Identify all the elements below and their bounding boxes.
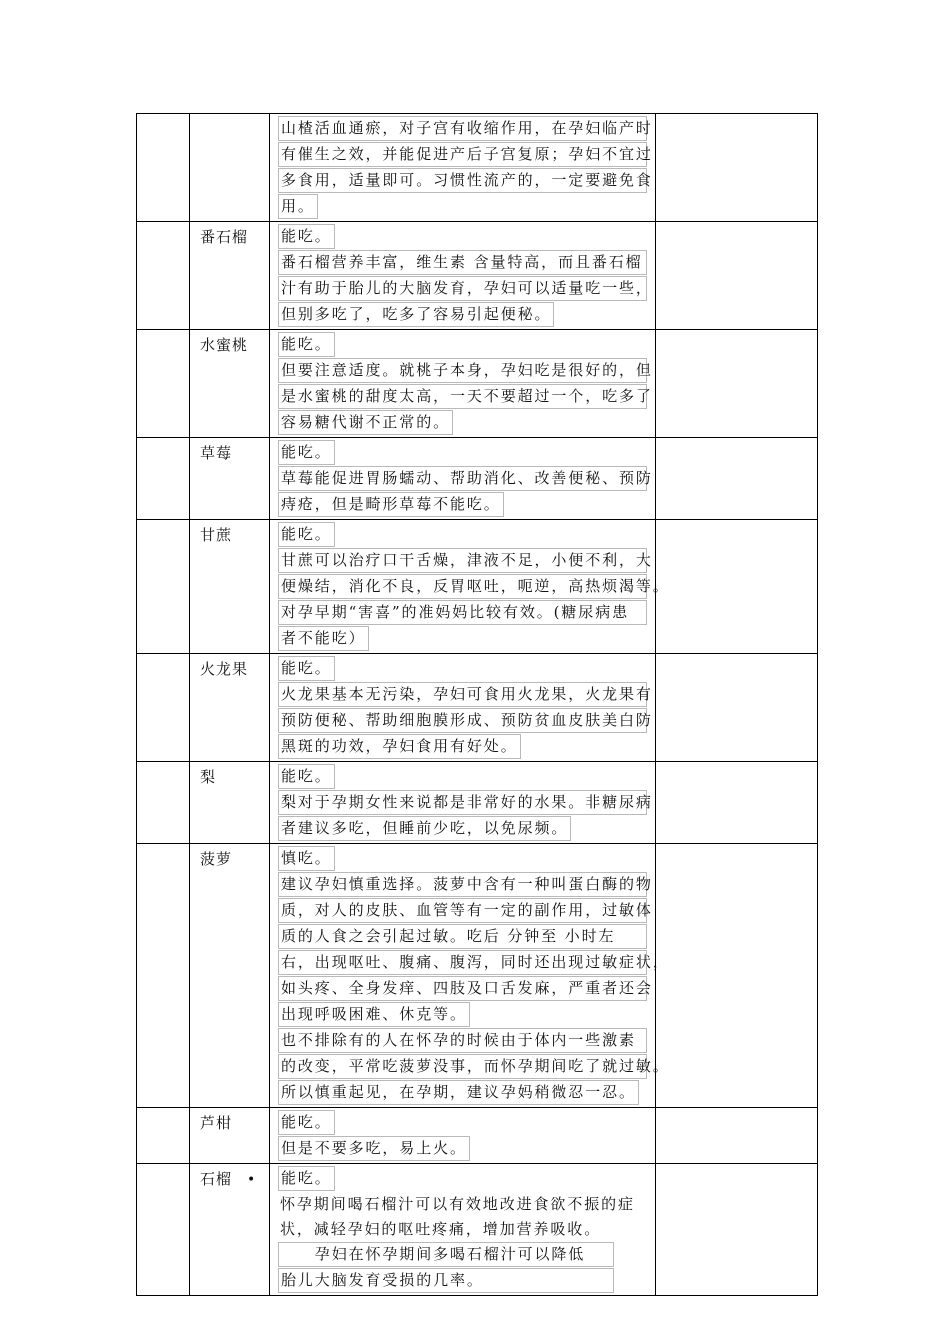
description-line: 但别多吃了，吃多了容易引起便秘。 bbox=[278, 302, 554, 327]
blank-cell bbox=[656, 520, 818, 654]
description-line: 质的人食之会引起过敏。吃后 分钟至 小时左 bbox=[278, 924, 647, 949]
description-line: 但要注意适度。就桃子本身，孕妇吃是很好的，但 bbox=[278, 358, 647, 383]
blank-cell bbox=[656, 114, 818, 222]
fruit-name: 梨 bbox=[200, 768, 217, 786]
table-row bbox=[137, 1108, 818, 1164]
blank-cell bbox=[656, 438, 818, 520]
description-line: 山楂活血通瘀，对子宫有收缩作用，在孕妇临产时 bbox=[278, 116, 647, 141]
description-line: 是水蜜桃的甜度太高，一天不要超过一个，吃多了 bbox=[278, 384, 647, 409]
description-line: 能吃。 bbox=[278, 1166, 335, 1191]
description-line: 汁有助于胎儿的大脑发育，孕妇可以适量吃一些， bbox=[278, 276, 647, 301]
table-row bbox=[137, 1164, 818, 1296]
fruit-table-body bbox=[137, 114, 818, 1296]
description-line: 痔疮，但是畸形草莓不能吃。 bbox=[278, 492, 504, 517]
description-cell bbox=[270, 330, 656, 438]
description-line: 但是不要多吃，易上火。 bbox=[278, 1136, 470, 1161]
description-line: 所以慎重起见，在孕期，建议孕妈稍微忍一忍。 bbox=[278, 1080, 639, 1105]
table-row bbox=[137, 438, 818, 520]
description-line: 能吃。 bbox=[278, 522, 335, 547]
description-line: 右，出现呕吐、腹痛、腹泻，同时还出现过敏症状， bbox=[278, 950, 647, 975]
fruit-name: 芦柑 bbox=[200, 1114, 233, 1132]
fruit-name-cell bbox=[190, 1108, 270, 1164]
blank-cell bbox=[656, 1164, 818, 1296]
description-line: 能吃。 bbox=[278, 656, 335, 681]
fruit-name-cell bbox=[190, 222, 270, 330]
table-row bbox=[137, 520, 818, 654]
blank-cell bbox=[137, 222, 190, 330]
blank-cell bbox=[656, 1108, 818, 1164]
table-row bbox=[137, 330, 818, 438]
description-line: 番石榴营养丰富，维生素 含量特高，而且番石榴 bbox=[278, 250, 647, 275]
description-line: 胎儿大脑发育受损的几率。 bbox=[278, 1268, 614, 1293]
fruit-name-cell bbox=[190, 1164, 270, 1296]
fruit-name: 草莓 bbox=[200, 444, 233, 462]
fruit-name-cell bbox=[190, 844, 270, 1108]
description-line: 孕妇在怀孕期间多喝石榴汁可以降低 bbox=[278, 1242, 614, 1267]
fruit-name: 番石榴 bbox=[200, 228, 249, 246]
fruit-name-cell bbox=[190, 654, 270, 762]
description-cell bbox=[270, 654, 656, 762]
description-line: 者不能吃） bbox=[278, 626, 369, 651]
blank-cell bbox=[137, 654, 190, 762]
description-line: 怀孕期间喝石榴汁可以有效地改进食欲不振的症 bbox=[280, 1195, 635, 1213]
description-cell bbox=[270, 1164, 656, 1296]
description-line: 也不排除有的人在怀孕的时候由于体内一些激素 bbox=[278, 1028, 647, 1053]
fruit-name-cell bbox=[190, 114, 270, 222]
description-line: 能吃。 bbox=[278, 332, 335, 357]
description-line: 者建议多吃，但睡前少吃，以免尿频。 bbox=[278, 816, 571, 841]
description-cell bbox=[270, 438, 656, 520]
description-line: 甘蔗可以治疗口干舌燥，津液不足，小便不利，大 bbox=[278, 548, 647, 573]
description-cell bbox=[270, 844, 670, 1108]
blank-cell bbox=[137, 844, 190, 1108]
description-line: 建议孕妇慎重选择。菠萝中含有一种叫蛋白酶的物 bbox=[278, 872, 647, 897]
fruit-table bbox=[136, 113, 818, 1296]
fruit-name: 火龙果 bbox=[200, 660, 249, 678]
description-line: 便燥结，消化不良，反胃呕吐，呃逆，高热烦渴等。 bbox=[278, 574, 647, 599]
description-cell bbox=[270, 222, 656, 330]
description-line: 多食用，适量即可。习惯性流产的，一定要避免食 bbox=[278, 168, 647, 193]
description-line: 能吃。 bbox=[278, 1110, 335, 1135]
description-line: 出现呼吸困难、休克等。 bbox=[278, 1002, 470, 1027]
description-line: 能吃。 bbox=[278, 224, 335, 249]
description-line: 质，对人的皮肤、血管等有一定的副作用，过敏体 bbox=[278, 898, 647, 923]
blank-cell bbox=[656, 654, 818, 762]
fruit-name: 甘蔗 bbox=[200, 526, 233, 544]
description-line: 草莓能促进胃肠蠕动、帮助消化、改善便秘、预防 bbox=[278, 466, 647, 491]
table-row bbox=[137, 222, 818, 330]
blank-cell bbox=[137, 330, 190, 438]
description-line: 有催生之效，并能促进产后子宫复原；孕妇不宜过 bbox=[278, 142, 647, 167]
fruit-name-cell bbox=[190, 438, 270, 520]
table-row bbox=[137, 844, 818, 1108]
blank-cell bbox=[137, 762, 190, 844]
blank-cell bbox=[137, 438, 190, 520]
description-line: 火龙果基本无污染，孕妇可食用火龙果，火龙果有 bbox=[278, 682, 647, 707]
blank-cell bbox=[137, 1108, 190, 1164]
description-line: 能吃。 bbox=[278, 440, 335, 465]
description-line: 慎吃。 bbox=[278, 846, 335, 871]
fruit-name-cell bbox=[190, 520, 270, 654]
description-line: 预防便秘、帮助细胞膜形成、预防贫血皮肤美白防 bbox=[278, 708, 647, 733]
table-row bbox=[137, 654, 818, 762]
description-cell bbox=[270, 1108, 656, 1164]
description-line: 用。 bbox=[278, 194, 318, 219]
description-cell bbox=[270, 762, 656, 844]
description-cell bbox=[270, 114, 656, 222]
fruit-name: 菠萝 bbox=[200, 850, 233, 868]
blank-cell bbox=[656, 330, 818, 438]
blank-cell bbox=[656, 222, 818, 330]
blank-cell bbox=[137, 1164, 190, 1296]
description-line: 黑斑的功效，孕妇食用有好处。 bbox=[278, 734, 521, 759]
blank-cell bbox=[137, 114, 190, 222]
description-line: 梨对于孕期女性来说都是非常好的水果。非糖尿病 bbox=[278, 790, 647, 815]
blank-cell bbox=[137, 520, 190, 654]
blank-cell bbox=[656, 844, 818, 1108]
description-line: 状，减轻孕妇的呕吐疼痛，增加营养吸收。 bbox=[280, 1220, 602, 1238]
description-line: 如头疼、全身发痒、四肢及口舌发麻，严重者还会 bbox=[278, 976, 647, 1001]
table-row bbox=[137, 762, 818, 844]
description-line: 容易糖代谢不正常的。 bbox=[278, 410, 453, 435]
blank-cell bbox=[656, 762, 818, 844]
fruit-name: 石榴 bbox=[200, 1170, 233, 1188]
table-row bbox=[137, 114, 818, 222]
fruit-name: 水蜜桃 bbox=[200, 336, 249, 354]
fruit-name-cell bbox=[190, 762, 270, 844]
description-line: 的改变，平常吃菠萝没事，而怀孕期间吃了就过敏。 bbox=[278, 1054, 647, 1079]
bullet-dot: • bbox=[247, 1172, 256, 1188]
fruit-name-cell bbox=[190, 330, 270, 438]
description-cell bbox=[270, 520, 670, 654]
description-line: 能吃。 bbox=[278, 764, 335, 789]
fruit-name bbox=[190, 114, 269, 117]
description-line: 对孕早期“害喜”的准妈妈比较有效。(糖尿病患 bbox=[278, 600, 647, 625]
